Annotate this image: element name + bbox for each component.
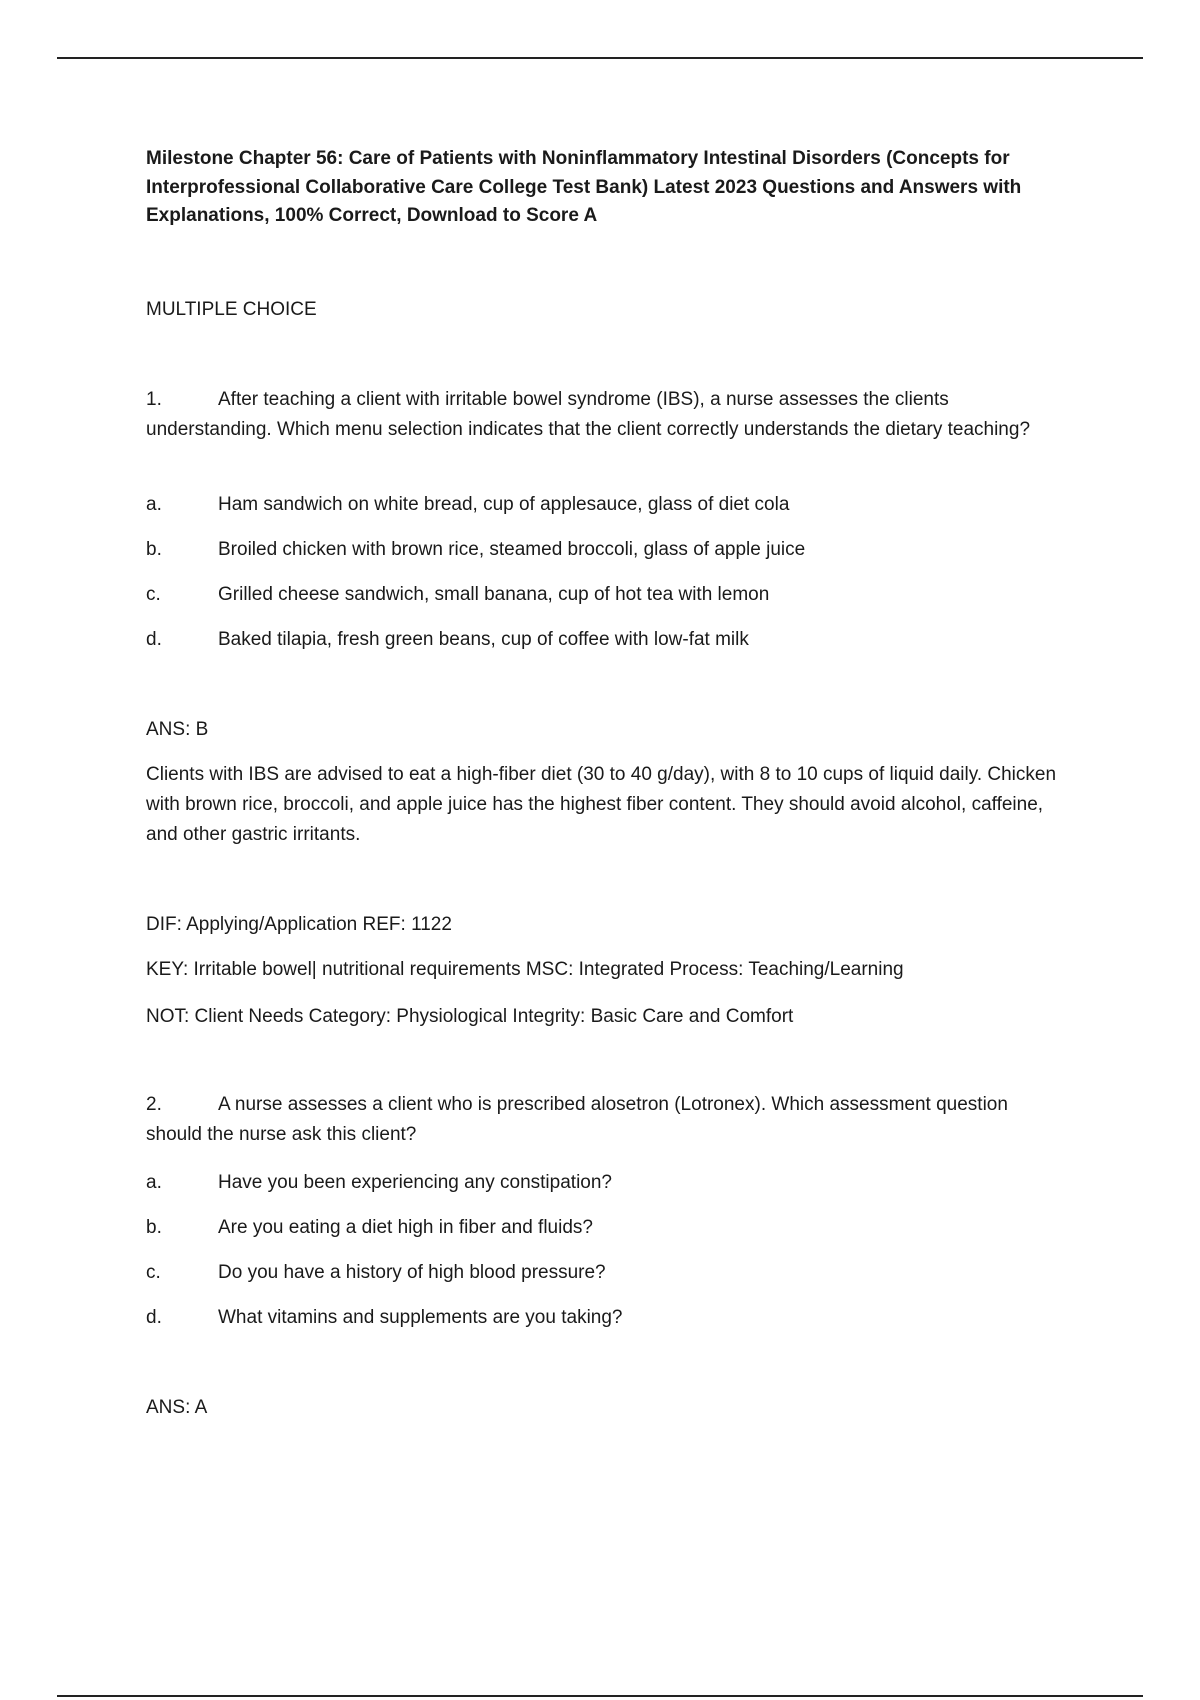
question-1-option-b [146, 535, 1066, 565]
bottom-rule [57, 1695, 1143, 1697]
question-1-dif: DIF: Applying/Application REF: 1122 [146, 914, 452, 935]
option-letter: d. [146, 629, 162, 650]
option-letter: a. [146, 1172, 162, 1193]
question-1-not: NOT: Client Needs Category: Physiological Integrity: Basic Care and Comfort [146, 1006, 794, 1027]
question-1-option-d [146, 625, 1066, 655]
question-1-number: 1. [146, 389, 162, 410]
question-1-option-c [146, 580, 1066, 610]
question-1-stem [146, 385, 1066, 445]
question-2-option-a [146, 1168, 1066, 1198]
option-letter: d. [146, 1307, 162, 1328]
option-text: Grilled cheese sandwich, small banana, cup of hot tea with lemon [218, 584, 770, 605]
document-title: Milestone Chapter 56: Care of Patients with Noninflammatory Intestinal Disorders (Concepts for Interprofessional Collaborative Care College Test Bank) Latest 2023 Questions and Answers with Explanations, 100% Correct, Download to Score A [146, 148, 1022, 226]
top-rule [57, 57, 1143, 59]
option-text: Are you eating a diet high in fiber and fluids? [218, 1217, 593, 1238]
option-text: What vitamins and supplements are you taking? [218, 1307, 623, 1328]
question-2-text: A nurse assesses a client who is prescribed alosetron (Lotronex). Which assessment question should the nurse ask this client? [146, 1094, 1008, 1145]
option-letter: a. [146, 494, 162, 515]
option-text: Baked tilapia, fresh green beans, cup of coffee with low-fat milk [218, 629, 749, 650]
question-2-answer: ANS: A [146, 1397, 208, 1418]
option-text: Have you been experiencing any constipation? [218, 1172, 612, 1193]
question-2-option-c [146, 1258, 1066, 1288]
question-2-number: 2. [146, 1094, 162, 1115]
section-heading: MULTIPLE CHOICE [146, 299, 317, 320]
option-text: Broiled chicken with brown rice, steamed broccoli, glass of apple juice [218, 539, 806, 560]
question-1-key: KEY: Irritable bowel| nutritional requirements MSC: Integrated Process: Teaching/Learning [146, 959, 904, 980]
option-letter: b. [146, 539, 162, 560]
question-1-rationale: Clients with IBS are advised to eat a high-fiber diet (30 to 40 g/day), with 8 to 10 cups of liquid daily. Chicken with brown rice, broccoli, and apple juice has the highest fiber content. They should avoid alcohol, caffeine, and other gastric irritants. [146, 764, 1057, 845]
question-2-option-b [146, 1213, 1066, 1243]
option-letter: b. [146, 1217, 162, 1238]
question-2-option-d [146, 1303, 1066, 1333]
question-2-stem [146, 1090, 1066, 1150]
option-text: Do you have a history of high blood pressure? [218, 1262, 606, 1283]
option-text: Ham sandwich on white bread, cup of applesauce, glass of diet cola [218, 494, 790, 515]
option-letter: c. [146, 584, 161, 605]
question-1-option-a [146, 490, 1066, 520]
option-letter: c. [146, 1262, 161, 1283]
question-1-text: After teaching a client with irritable bowel syndrome (IBS), a nurse assesses the clients understanding. Which menu selection indicates that the client correctly understands the dietary teaching? [146, 389, 1031, 440]
question-1-answer: ANS: B [146, 719, 209, 740]
